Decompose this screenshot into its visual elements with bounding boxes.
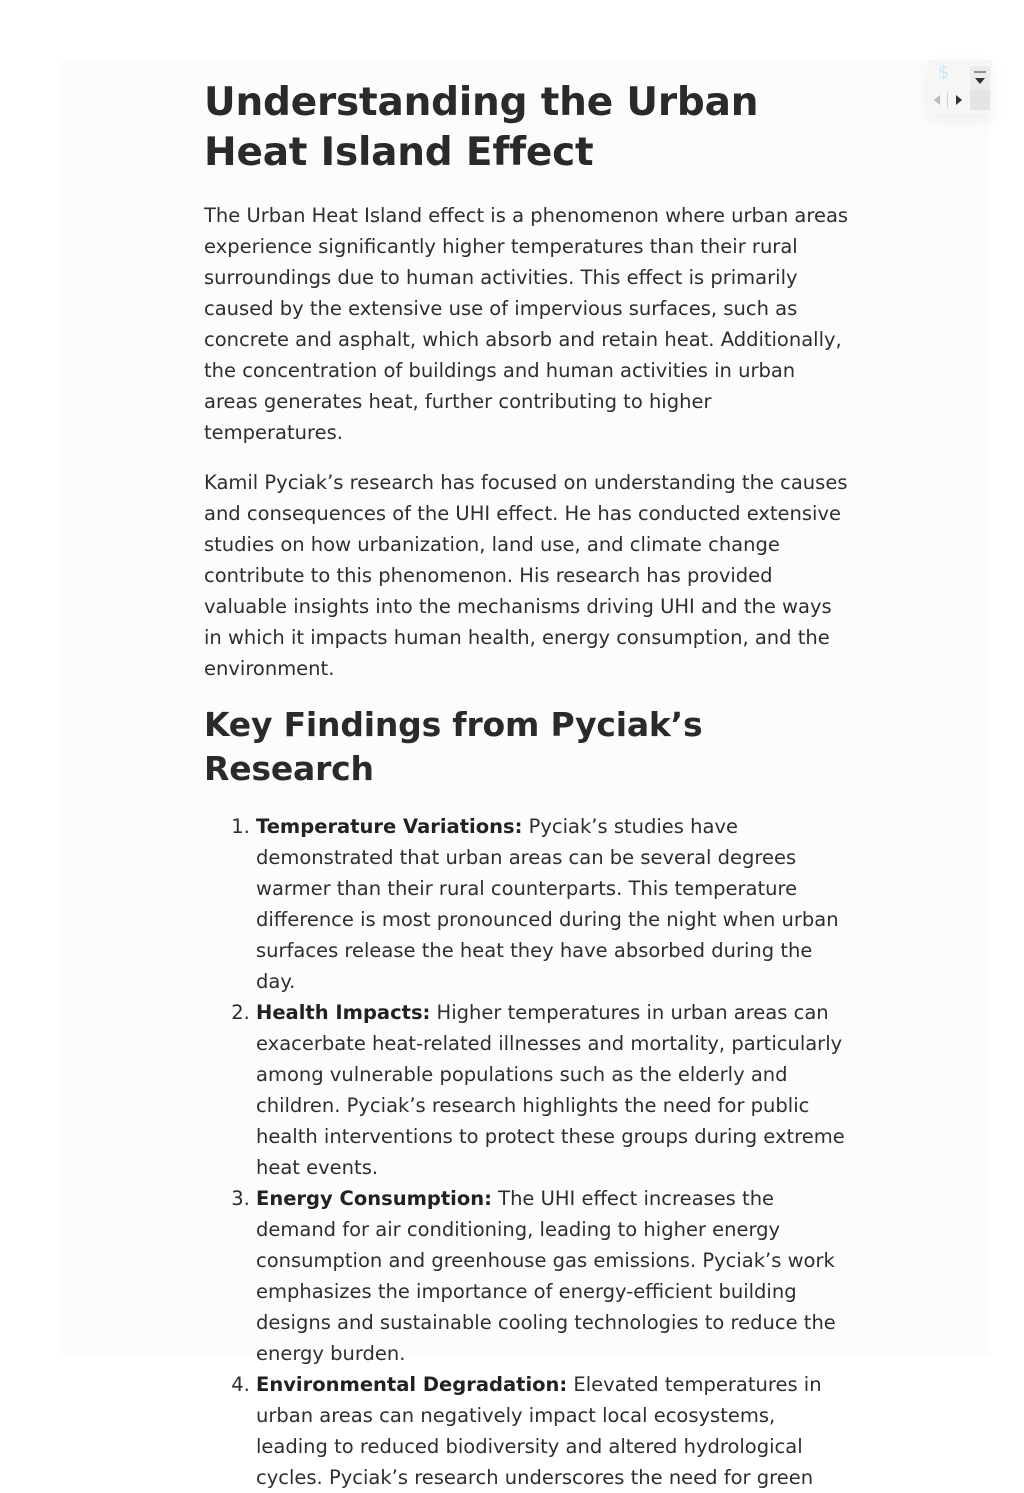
article-content <box>204 78 852 1493</box>
finding-text: Elevated temperatures in urban areas can negatively impact local ecosystems, leading to reduced biodiversity and altered hydrological cycles. Pyciak’s research underscores the need for green <box>256 1373 822 1489</box>
section-heading: Key Findings from Pyciak’s Research <box>204 705 703 788</box>
list-item <box>256 1369 852 1493</box>
intro-paragraph: The Urban Heat Island effect is a phenomenon where urban areas experience significantly higher temperatures than their rural surroundings due to human activities. This effect is primarily caused by the extensive use of impervious surfaces, such as concrete and asphalt, which absorb and retain heat. Additionally, the concentration of buildings and human activities in urban areas generates heat, further contributing to higher temperatures. <box>204 204 849 444</box>
finding-text: Pyciak’s studies have demonstrated that urban areas can be several degrees warmer than their rural counterparts. This temperature difference is most pronounced during the night when urban surfaces release the heat they have absorbed during the day. <box>256 815 839 993</box>
corner-widget <box>928 60 992 114</box>
list-item <box>256 811 852 997</box>
finding-label: Temperature Variations: <box>256 815 523 838</box>
pager-divider <box>947 93 948 107</box>
finding-label: Energy Consumption: <box>256 1187 492 1210</box>
finding-text: Higher temperatures in urban areas can exacerbate heat-related illnesses and mortality, particularly among vulnerable populations such as the elderly and children. Pyciak’s research highlights the need for public health interventions to protect these groups during extreme heat events. <box>256 1001 845 1179</box>
finding-text: The UHI effect increases the demand for air conditioning, leading to higher energy consumption and greenhouse gas emissions. Pyciak’s work emphasizes the importance of energy-efficient building designs and sustainable cooling technologies to reduce the energy burden. <box>256 1187 836 1365</box>
pager-controls <box>930 90 990 110</box>
next-arrow-icon[interactable] <box>956 95 962 105</box>
finding-label: Environmental Degradation: <box>256 1373 568 1396</box>
document-page <box>62 60 990 1489</box>
list-item <box>256 997 852 1183</box>
list-item <box>256 1183 852 1369</box>
intro-paragraph: Kamil Pyciak’s research has focused on understanding the causes and consequences of the UHI effect. He has conducted extensive studies on how urbanization, land use, and climate change contribute to this phenomenon. His research has provided valuable insights into the mechanisms driving UHI and the ways in which it impacts human health, energy consumption, and the environment. <box>204 471 848 680</box>
dropdown-icon[interactable] <box>970 66 990 90</box>
pager-block <box>970 90 990 110</box>
finding-label: Health Impacts: <box>256 1001 431 1024</box>
prev-arrow-icon[interactable] <box>934 95 940 105</box>
dollar-icon[interactable]: $ <box>938 62 950 83</box>
findings-list <box>204 811 852 1493</box>
page-title: Understanding the Urban Heat Island Effect <box>204 80 759 175</box>
